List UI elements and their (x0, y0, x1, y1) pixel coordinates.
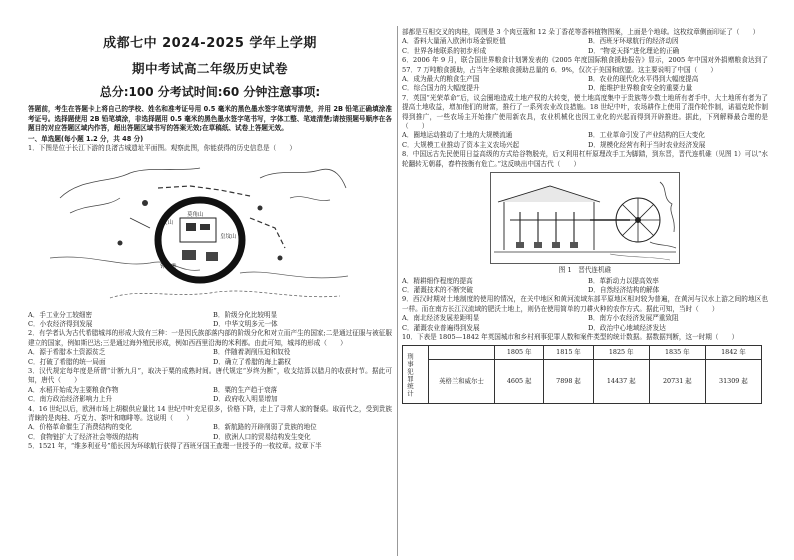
option[interactable]: A．精耕细作程度的提高 (402, 276, 473, 285)
question-3-stem: 3．汉代规定每年度是所谓“计断九月”，取决于粟的成熟时间。唐代规定“岁终为断”，收支结算以腊月的收获时节。据此可知，唐代（ ） (28, 367, 392, 385)
option[interactable]: C．南方政治经济影响力上升 (28, 395, 113, 404)
option[interactable]: D．自然经济结构的解体 (588, 285, 660, 294)
table-year: 1835 年 (649, 346, 705, 360)
map-label-fanshan: 反山 (162, 219, 174, 226)
figure-caption: 图 1 晋代连机碓 (558, 266, 612, 275)
liangzhu-map (50, 158, 350, 308)
score-line: 总分:100 分考试时间:60 分钟注意事项: (99, 85, 321, 99)
table-row (403, 346, 762, 360)
table-cell: 31309 起 (705, 360, 761, 404)
section-heading: 一、单选题(每小题 1.2 分，共 48 分) (28, 134, 144, 143)
question-9-options (402, 314, 768, 333)
table-cell: 20731 起 (649, 360, 705, 404)
option[interactable]: D．欧洲人口的贸易结构发生变化 (213, 432, 311, 441)
map-label-mojiaoshan: 莫角山 (187, 211, 204, 218)
lianjidui-figure (490, 172, 680, 264)
table-year: 1815 年 (544, 346, 593, 360)
question-4-stem: 4．16 世纪以后，欧洲市场上胡椒供应量比 14 世纪中叶充足很多，价格下降，走上了寻常人家的餐桌。取而代之，受到贵族青睐的是肉桂、巧克力、茶叶和咖啡等。这说明（ ） (28, 404, 392, 423)
liangzhu-map-figure (50, 158, 350, 308)
option[interactable]: A．源于希腊本土资源贫乏 (28, 348, 106, 357)
option[interactable]: D．“物竞天择”进化理论的正确 (588, 46, 680, 55)
question-9-stem: 9．西汉时期对土地制度的使用的情况，在关中地区和黄河流域东部平原地区相对较为普遍，在黄河与汉水上游之间的地区也一样。而在南方长江汉流域的肥沃土地上，则仍在使用简单的刀耕火种的农作方式。据此可知，当时（ ） (402, 295, 768, 313)
school-title: 成都七中 2024-2025 学年上学期 (103, 36, 317, 51)
option[interactable]: D．能维护世界粮食安全的重要力量 (588, 84, 693, 93)
question-5-stem: 5．1521 年，“维多利亚号”船长因为环球航行获得了西班牙国王查理一世授予的一枚纹章。纹章下半 (28, 442, 322, 451)
table-cell: 14437 起 (593, 360, 649, 404)
option[interactable]: A．手工业分工较细密 (28, 310, 93, 319)
map-label-zhongjiagang: 钟家港 (160, 263, 177, 270)
question-6-stem: 6．2006 年 9 月，联合国世界粮食计划署发表的《2005 年度国际粮食援助报告》显示，2005 年中国对外捐赠粮食达到了 57．7 万吨粮食援助，占当年全球粮食援助总量的 6．9%，仅次于美国和欧盟。这主要说明了中国（ ） (402, 56, 768, 74)
option[interactable]: D．政府收入明显增加 (213, 395, 278, 404)
option[interactable]: C．大规模工业推动了资本主义农场兴起 (402, 140, 520, 149)
option[interactable]: B．工业革命引发了产业结构的巨大变化 (588, 131, 705, 140)
table-region: 英格兰和威尔士 (429, 360, 495, 404)
option[interactable]: A．香料大量涌入欧洲市场金银贬值 (402, 37, 506, 46)
question-6-options (402, 75, 768, 94)
notice-text: 答题前，考生在答题卡上将自己的学校、姓名和准考证号用 0.5 毫米的黑色墨水签字笔填写清楚，并用 2B 铅笔正确填涂准考证号。选择题使用 2B 铅笔填涂，非选择题用 0.5 毫米的黑色墨水签字笔书写，字体工整、笔迹清楚;请按照题号顺序在各题目的对应答题区域内作答，超出答题区域书写的答案无效;在草稿纸、试卷上答题无效。 (28, 105, 392, 133)
option[interactable]: A．水稻开始成为主要粮食作物 (28, 385, 119, 394)
option[interactable]: B．粟的生产趋于衰落 (213, 385, 278, 394)
option[interactable]: B．伴随着剥削压迫和奴役 (213, 348, 291, 357)
question-5-continued: 部都是互相交叉的肉桂，周围是 3 个肉豆蔻和 12 朵丁香花等香料植物图案，上面是个地球。这枚纹章侧面印证了（ ） (402, 28, 760, 36)
question-2-options (28, 348, 392, 367)
question-10-stem: 10．下表是 1805—1842 年英国城市和乡村刑事犯罪人数和案件类型的统计数据。据数据判断，这一时期（ ） (402, 332, 739, 341)
option[interactable]: D．政治中心地域经济发达 (588, 323, 666, 332)
option[interactable]: B．阶级分化比较明显 (213, 310, 278, 319)
column-divider (397, 26, 398, 556)
option[interactable]: D．规模化经营有利于当时农业经济发展 (588, 140, 706, 149)
left-column (28, 30, 392, 452)
map-label-huangfenshan: 皇坟山 (220, 233, 237, 240)
table-year: 1842 年 (705, 346, 761, 360)
question-3-options (28, 386, 392, 405)
option[interactable]: C．打破了希腊的统一局面 (28, 357, 106, 366)
option[interactable]: B．南方小农经济发展严重致阻 (588, 314, 679, 323)
option[interactable]: A．南北经济发展差距明显 (402, 314, 480, 323)
crime-statistics-table (402, 345, 762, 404)
option[interactable]: D．中华文明多元一体 (213, 320, 278, 328)
right-column (402, 28, 768, 404)
option[interactable]: C．综合国力的大幅度提升 (402, 84, 480, 93)
option[interactable]: C．世界各地联系的初步形成 (402, 46, 487, 55)
option[interactable]: C．灌溉技术的不断突破 (402, 285, 473, 294)
question-8-options (402, 277, 768, 296)
option[interactable]: A．圈地运动推动了土地的大规模流通 (402, 131, 513, 140)
option[interactable]: B．新航路的开辟削弱了贵族的地位 (213, 423, 317, 432)
table-cell: 4605 起 (495, 360, 544, 404)
option[interactable]: C．小农经济得到发展 (28, 320, 93, 328)
question-1-stem: 1．下图是位于长江下游的良渚古城遗址平面图。观察此图，你能获得的历史信息是（ ） (28, 144, 296, 153)
option[interactable]: C．食物链扩大了经济社会等级的结构 (28, 432, 139, 441)
option[interactable]: B．西班牙环球航行的经济动因 (588, 37, 679, 46)
table-header-blank (429, 346, 495, 360)
table-row-header: 刑事犯罪统计 (403, 346, 429, 404)
question-5-options (402, 37, 768, 56)
question-2-stem: 2．有学者认为古代希腊城邦的形成大致有三种：一是因氏族部落内部的阶级分化和对立而产生的国家;二是通过征服与被征服建立的国家，例如斯巴达;三是通过海外殖民形成，例如西西里沿海的米利都。由此可知，城邦的形成（ ） (28, 329, 392, 347)
option[interactable]: D．确立了希腊的海上霸权 (213, 357, 291, 366)
question-1-options (28, 311, 392, 330)
table-cell: 7898 起 (544, 360, 593, 404)
table-year: 1805 年 (495, 346, 544, 360)
option[interactable]: C．灌溉农业普遍得到发展 (402, 323, 480, 332)
question-8-stem: 8．中国远古先民使用日益高级的方式给谷物脱壳，后又利用杠杆原理改手工为脚踏，到东晋，晋代连机碓（见图 1）可以“水轮翻转无朝暮，舂杵按衡有危亡。”这反映出中国古代（ ） (402, 150, 768, 168)
option[interactable]: B．农业的现代化水平得到大幅度提高 (588, 75, 699, 84)
option[interactable]: A．成为最大的粮食生产国 (402, 75, 480, 84)
table-row (403, 360, 762, 404)
option[interactable]: B．革新动力以提高效率 (588, 276, 659, 285)
exam-title: 期中考试高二年级历史试卷 (131, 61, 288, 76)
question-7-stem: 7．英国“光荣革命”后，议会圈地造成土地产权的大转变，使土地高度集中于贵族等少数土地所有者手中，大土地所有者为了提高土地收益，增加他们的财富，推行了一系列农业改良措施。18 世纪中叶，农场耕作上使用了混作轮作制，诺福克轮作制得到推广，一些农场主开始推广使用新农具，农业机械化也因工业化的兴起而得到开辟推进。据此，下列解释最合理的是（ ） (402, 93, 768, 131)
table-year: 1825 年 (593, 346, 649, 360)
option[interactable]: A．价格革命催生了消费结构的变化 (28, 423, 132, 432)
lianjidui-illustration (490, 172, 680, 264)
question-7-options (402, 131, 768, 150)
question-4-options (28, 423, 392, 442)
